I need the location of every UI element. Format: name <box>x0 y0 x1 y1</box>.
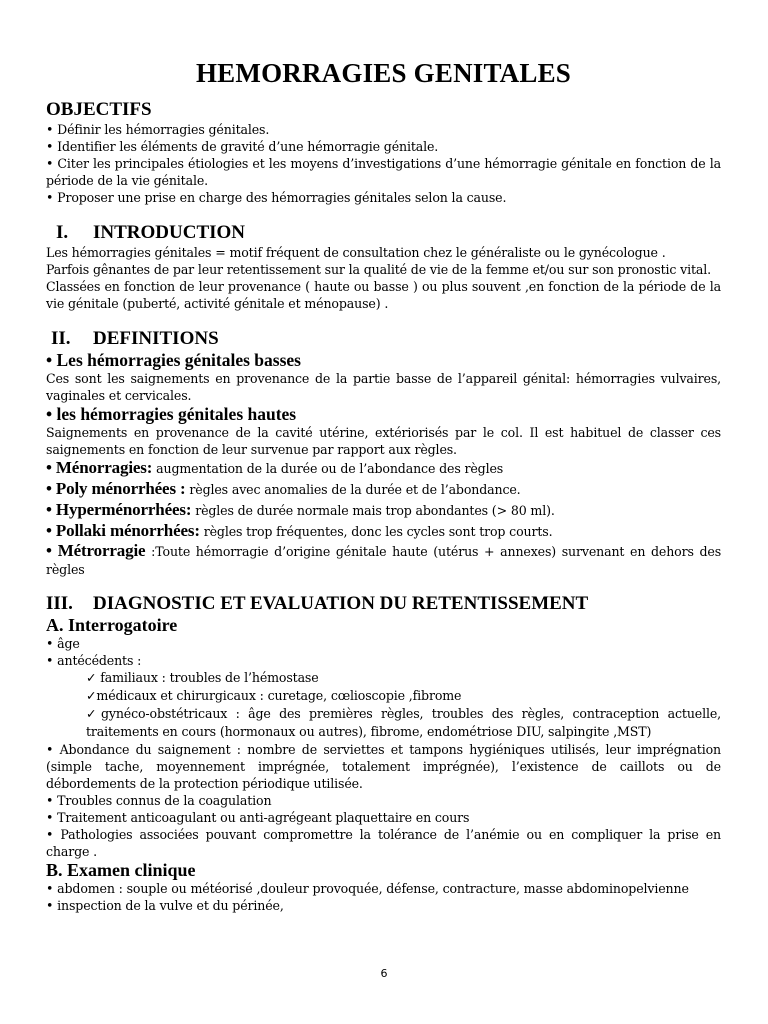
list-item: • Pathologies associées pouvant compromettre la tolérance de l’anémie ou en compliquer la prise en charge . <box>46 827 721 859</box>
definition-term <box>46 521 721 542</box>
basses-heading: • Les hémorragies génitales basses <box>46 350 301 370</box>
term-name: • Ménorragies: <box>46 458 153 477</box>
section-number: I. <box>56 222 69 243</box>
interrogatoire-heading: A. Interrogatoire <box>46 615 178 635</box>
objectifs-section <box>46 99 721 206</box>
term-name: • Pollaki ménorrhées: <box>46 521 200 540</box>
section-title: DEFINITIONS <box>93 328 219 349</box>
section-number: III. <box>46 593 73 614</box>
term-text: augmentation de la durée ou de l’abondance des règles <box>152 461 504 476</box>
term-text: règles de durée normale mais trop abondantes (> 80 ml). <box>191 503 555 518</box>
introduction-paragraph: Parfois gênantes de par leur retentissement sur la qualité de vie de la femme et/ou sur son pronostic vital. <box>46 262 711 277</box>
document-title: HEMORRAGIES GENITALES <box>195 58 572 88</box>
list-item: • antécédents : <box>46 653 142 668</box>
definition-term <box>46 458 721 479</box>
list-item: • Troubles connus de la coagulation <box>46 793 272 808</box>
section-title: DIAGNOSTIC ET EVALUATION DU RETENTISSEMENT <box>93 593 589 614</box>
objectif-item: • Identifier les éléments de gravité d’une hémorragie génitale. <box>46 139 439 154</box>
page-number: 6 <box>380 967 388 980</box>
list-item: • abdomen : souple ou météorisé ,douleur provoquée, défense, contracture, masse abdominopelvienne <box>46 881 689 896</box>
introduction-paragraph: Classées en fonction de leur provenance ( haute ou basse ) ou plus souvent ,en fonction de la période de la vie génitale (puberté, activité génitale et ménopause) . <box>46 279 721 311</box>
hautes-heading: • les hémorragies génitales hautes <box>46 404 297 424</box>
antecedent-check-item: ✓gynéco-obstétricaux : âge des premières règles, troubles des règles, contraception actuelle, traitements en cours (hormonaux ou autres), fibrome, endométriose DIU, salpingite ,MST) <box>86 706 721 739</box>
section-title: INTRODUCTION <box>93 222 246 243</box>
objectifs-heading: OBJECTIFS <box>46 99 152 120</box>
document-page <box>46 58 721 914</box>
introduction-section <box>46 222 721 312</box>
diagnostic-heading <box>46 593 721 615</box>
term-name: • Poly ménorrhées : <box>46 479 186 498</box>
basses-text: Ces sont les saignements en provenance de la partie basse de l’appareil génital: hémorragies vulvaires, vaginales et cervicales. <box>46 371 721 403</box>
antecedent-check-item: ✓ familiaux : troubles de l’hémostase <box>86 670 319 685</box>
introduction-paragraph: Les hémorragies génitales = motif fréquent de consultation chez le généraliste ou le gynécologue . <box>46 245 666 260</box>
objectif-item: • Définir les hémorragies génitales. <box>46 122 270 137</box>
term-name: • Hyperménorrhées: <box>46 500 192 519</box>
examen-heading: B. Examen clinique <box>46 860 196 880</box>
definitions-heading <box>46 328 721 350</box>
list-item: • âge <box>46 636 80 651</box>
term-text: :Toute hémorragie d’origine génitale haute (utérus + annexes) survenant en dehors des règles <box>46 544 722 577</box>
hautes-text: Saignements en provenance de la cavité utérine, extériorisés par le col. Il est habituel de classer ces saignements en fonction de leur survenue par rapport aux règles. <box>46 425 721 457</box>
definition-term <box>46 479 721 500</box>
list-item: • Abondance du saignement : nombre de serviettes et tampons hygiéniques utilisés, leur imprégnation (simple tache, moyennement imprégnée, totalement imprégnée), l’existence de caillots ou de débordements de la protection périodique utilisée. <box>46 742 721 791</box>
introduction-heading <box>46 222 721 244</box>
list-item: • Traitement anticoagulant ou anti-agrégeant plaquettaire en cours <box>46 810 470 825</box>
list-item: • inspection de la vulve et du périnée, <box>46 898 284 913</box>
term-name: • Métrorragie <box>46 541 146 560</box>
definition-term <box>46 542 721 579</box>
objectif-item: • Proposer une prise en charge des hémorragies génitales selon la cause. <box>46 190 507 205</box>
diagnostic-section <box>46 593 721 914</box>
term-text: règles trop fréquentes, donc les cycles sont trop courts. <box>199 524 553 539</box>
definitions-section <box>46 328 721 579</box>
term-text: règles avec anomalies de la durée et de l’abondance. <box>185 482 521 497</box>
definition-term <box>46 500 721 521</box>
antecedent-check-item: ✓médicaux et chirurgicaux : curetage, cœlioscopie ,fibrome <box>86 688 462 703</box>
objectif-item: • Citer les principales étiologies et les moyens d’investigations d’une hémorragie génitale en fonction de la période de la vie génitale. <box>46 156 721 188</box>
section-number: II. <box>51 328 71 349</box>
